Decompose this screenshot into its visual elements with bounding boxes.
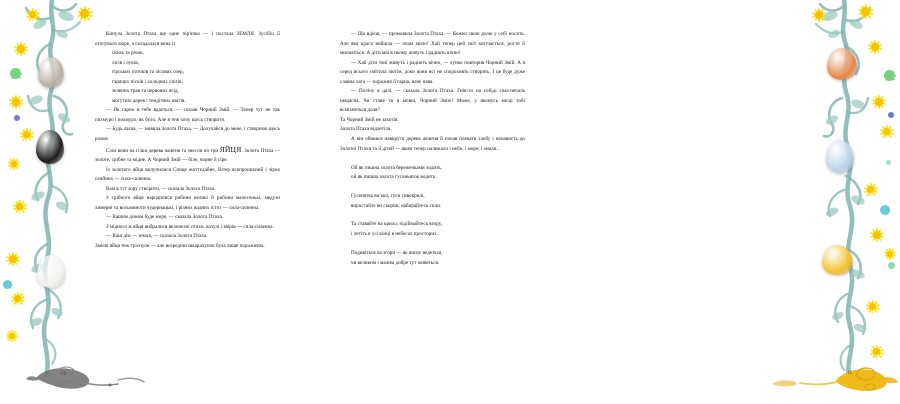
right-vine-border	[800, 0, 900, 404]
paragraph: З мідного ж яйця вибралися величезні птахи, козулі і звірів — сила-силенна.	[106, 223, 274, 230]
star-flower-icon	[6, 330, 18, 342]
paragraph: Золота Птаха відлетіла.	[340, 126, 392, 133]
star-flower-icon	[812, 8, 826, 22]
left-page	[0, 0, 300, 404]
paragraph: Та Чорний Змій не захотів.	[340, 116, 399, 123]
star-flower-icon	[14, 42, 28, 56]
paragraph: З срібного яйця народилися рибини великі й рибини малесенькі, медузи химерні та восьминоги чудернацькі, і різних водних істот — сила-силенна.	[95, 195, 280, 211]
star-flower-icon	[11, 292, 24, 305]
green-dot-icon	[888, 262, 895, 269]
paragraph: зелених трав та червоних ягід,	[112, 88, 179, 95]
paragraph: — Вашим домом буде море, — сказала Золота Птаха.	[106, 214, 224, 221]
left-vine-border	[0, 0, 100, 404]
paragraph: Змієві яйця теж тріснули — але всередині шкаралупок була лише порожнеча.	[95, 243, 265, 250]
star-flower-icon	[870, 345, 883, 358]
paragraph: гарячих пісків і холодних снігів,	[112, 78, 183, 85]
egg-black-ornament	[36, 130, 64, 164]
verse-line: і летіть в усі кінці в небесах просторих.	[351, 231, 438, 238]
paragraph: — Полічу я далі, — сказала Золота Птаха. Гнів-то на собіді сказ-печаль нещасна. Чи стане ти в мовні, Чорний Змію? Може, у якомусь місці тобі всміхнеться доля?	[340, 88, 525, 114]
left-page-number-motif	[14, 358, 144, 398]
star-flower-icon	[26, 8, 39, 21]
paragraph: — Що вдієш, — промовила Золота Птаха. — Кожен свою долю у собі носить. Але яка краса вийшла — очам мило! Хай тепер цей світ квітчається, росте й множиться. А діти мої в ньому живуть і радіють вічно!	[340, 31, 525, 57]
emphasised-word: ЯЙЦЯ	[219, 144, 242, 154]
paragraph: — Як гарно в тебе вдається, — сказав Чорний Змій. — Тепер тут не так похмуро і похмуро, як було. Але я теж хочу щось створити.	[95, 107, 280, 123]
paragraph: А він обвився навкруги дерева жовтня й почав плекати злобу і ненависть до Золотої Птахи та її дітей — яким тепер належало і небо, і море, і земля...	[340, 136, 525, 152]
green-sparkle-icon	[10, 68, 21, 79]
star-flower-icon	[20, 128, 33, 141]
blue-dot-icon	[888, 112, 894, 118]
left-text-column	[95, 30, 280, 348]
paragraph: скель та річок,	[112, 50, 144, 57]
page-number: 10	[61, 371, 67, 377]
paragraph: Вам я тут зору створити, — сказала Золота Птаха.	[106, 185, 216, 192]
verse-line: Та ставайте на крило, підіймайтесь вгору,	[351, 221, 443, 228]
star-flower-icon	[872, 95, 886, 109]
paragraph: Сіли вони на гілки дерева жовтня та знесли по три ЯЙЦЯ. Золота Птаха — золоте, срібне та мідне. А Чорний Змій — біле, чорне й сіре.	[95, 144, 281, 164]
paragraph: лісів і луків,	[112, 59, 139, 66]
verse-line: чи великим і малим добре тут живеться.	[351, 259, 440, 266]
paragraph: могутніх дерев і тендітних квітів.	[112, 97, 186, 104]
paragraph: Із золотого яйця вилупилися Сонце життєдайне, Вітер всепроникний і зірок осяйних — сила-силенна.	[95, 166, 280, 183]
star-flower-icon	[870, 228, 884, 242]
paragraph: гірських потоків та лісових озер,	[112, 69, 184, 76]
paragraph: Кинула Золота Птаха ще одне пір'ячко — і постала ЗЕМЛЯ. Зусібіч її оточувало море, а складалася вона із	[95, 31, 280, 47]
star-flower-icon	[864, 183, 877, 196]
right-page	[300, 0, 853, 404]
star-flower-icon	[77, 6, 92, 21]
verse-line: ой як пишна золота гусоньяток водить.	[351, 174, 437, 181]
egg-orange-ornament	[827, 48, 857, 80]
egg-blue-ornament	[826, 140, 854, 173]
paragraph: — Ваш дім — земля, — сказала Золота Птаха.	[106, 233, 208, 240]
star-flower-icon	[9, 95, 23, 109]
egg-white-ornament	[37, 255, 65, 288]
teal-dot-icon	[886, 160, 891, 165]
star-flower-icon	[866, 300, 879, 313]
star-flower-icon	[868, 40, 882, 54]
star-flower-icon	[884, 248, 896, 260]
verse-line: Ой як пишна золота бережечками ходить,	[351, 164, 442, 171]
right-text-column	[340, 30, 525, 348]
egg-gold-ornament	[822, 245, 853, 275]
paragraph: — Хай діти твої живуть і радіють вічно, — лунко повторив Чорний Змій. А я серед всього смітила лютім, доки вони всі не спорохнять створять. І це буде дуже славна хата — порожня й гарна, наче пава.	[340, 59, 525, 85]
verse-line: виростайте ви скоріш, набирайтесь сили.	[351, 202, 442, 209]
verse-line: Гусенятка ви мої, гуси сивокрилі,	[351, 192, 425, 199]
cyan-sparkle-icon	[3, 280, 12, 289]
right-page-number-motif	[770, 358, 900, 398]
page-number: 11	[847, 370, 853, 376]
star-flower-icon	[880, 125, 893, 138]
green-sparkle-icon	[884, 70, 895, 81]
star-flower-icon	[8, 158, 20, 170]
paragraph: — Будь ласка, — мовила Золота Птаха. — Долучайся до мене, і створимо щось разом.	[95, 126, 280, 143]
star-flower-icon	[858, 4, 873, 19]
egg-grey-ornament	[38, 57, 64, 88]
star-flower-icon	[13, 200, 26, 213]
star-flower-icon	[6, 252, 20, 266]
golden-swallow-bird-icon	[770, 358, 900, 398]
cyan-sparkle-icon	[880, 205, 890, 215]
verse-line: Подивіться на згори — як внизу ведеться,	[351, 249, 443, 256]
swallow-bird-icon	[14, 358, 144, 398]
blue-dot-icon	[14, 115, 20, 121]
